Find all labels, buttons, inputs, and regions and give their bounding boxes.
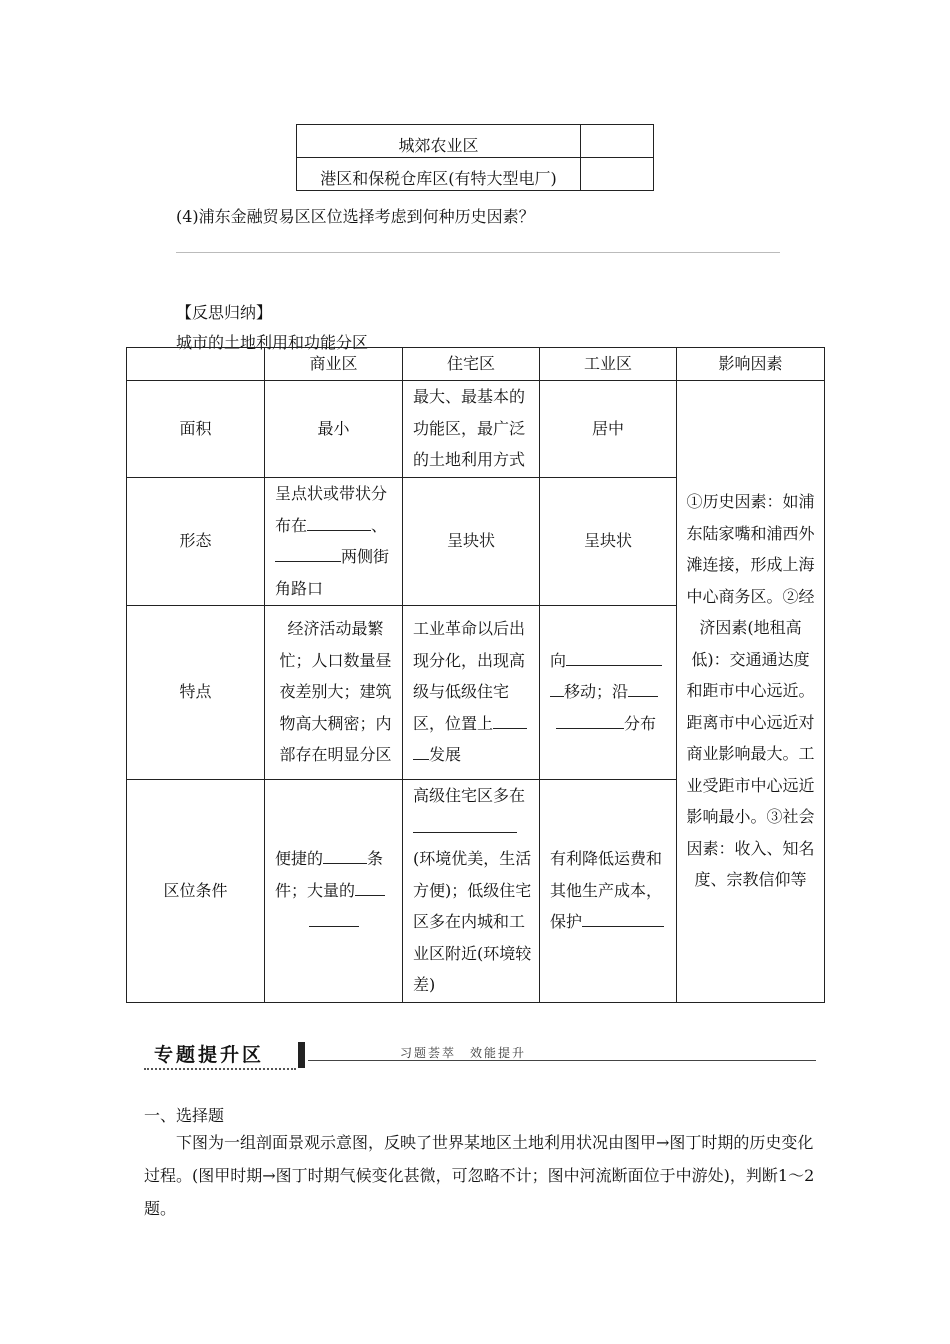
- table-row: [127, 380, 825, 477]
- urban-zoning-table: [126, 347, 825, 1003]
- row-label: 港区和保税仓库区(有特大型电厂): [297, 158, 581, 191]
- cell-residential-features: [403, 605, 540, 779]
- text: 移动；沿: [564, 682, 629, 702]
- cell-commercial-area: 最小: [265, 380, 403, 477]
- cell-residential-location: [403, 779, 540, 1002]
- fill-blank[interactable]: [493, 710, 527, 729]
- text: 发展: [429, 745, 462, 765]
- banner-rule: [308, 1060, 816, 1061]
- fill-blank[interactable]: [323, 845, 367, 864]
- fill-blank[interactable]: [550, 678, 564, 697]
- question-4: (4)浦东金融贸易区区位选择考虑到何种历史因素？: [176, 207, 535, 226]
- section-banner: [144, 1040, 816, 1072]
- fill-blank[interactable]: [275, 543, 341, 562]
- cell-commercial-location: [265, 779, 403, 1002]
- table-row: [297, 158, 654, 191]
- banner-dotted-underline: [144, 1068, 296, 1070]
- cell-residential-area: 最大、最基本的功能区，最广泛的土地利用方式: [403, 380, 540, 477]
- cell-influencing-factors: ①历史因素：如浦东陆家嘴和浦西外滩连接，形成上海中心商务区。②经济因素(地租高低)：交通通达度和距市中心远近。距离市中心远近对商业影响最大。工业受距市中心远近影响最小。③社会因素：收入、知名度、宗教信仰等: [677, 380, 825, 1002]
- row-label-area: 面积: [127, 380, 265, 477]
- cell-industrial-features: [540, 605, 677, 779]
- row-label-features: 特点: [127, 605, 265, 779]
- banner-subtitle: 习题荟萃 效能提升: [400, 1046, 527, 1060]
- land-use-answer-table: [296, 124, 654, 191]
- text: 呈点状或带状分布在: [275, 484, 388, 535]
- row-label: 城郊农业区: [297, 125, 581, 158]
- fill-blank[interactable]: [309, 908, 359, 927]
- header-cell: 影响因素: [677, 348, 825, 381]
- header-cell: 住宅区: [403, 348, 540, 381]
- text: (环境优美，生活方便)；低级住宅区多在内城和工业区附近(环境较差): [413, 849, 532, 995]
- text: 向: [550, 650, 567, 670]
- fill-blank[interactable]: [413, 741, 429, 760]
- text: 分布: [624, 713, 657, 733]
- fill-blank[interactable]: [413, 814, 517, 833]
- text: 有利降低运费和其他生产成本，保护: [550, 849, 663, 932]
- banner-bar: [298, 1042, 305, 1068]
- banner-title: 专题提升区: [154, 1044, 265, 1066]
- cell-commercial-shape: [265, 477, 403, 605]
- header-row: [127, 348, 825, 381]
- fill-blank[interactable]: [566, 647, 662, 666]
- table-row: [297, 125, 654, 158]
- row-label-location: 区位条件: [127, 779, 265, 1002]
- text: 、: [371, 515, 388, 535]
- cell-residential-shape: 呈块状: [403, 477, 540, 605]
- answer-cell[interactable]: [581, 158, 654, 191]
- cell-commercial-features: 经济活动最繁忙；人口数量昼夜差别大；建筑物高大稠密；内部存在明显分区: [265, 605, 403, 779]
- text: 条件；大量的: [275, 849, 384, 900]
- text: 两侧街角路口: [275, 547, 390, 598]
- section-heading: 一、选择题: [144, 1106, 225, 1125]
- cell-industrial-shape: 呈块状: [540, 477, 677, 605]
- answer-cell[interactable]: [581, 125, 654, 158]
- question-intro: 下图为一组剖面景观示意图，反映了世界某地区土地利用状况由图甲→图丁时期的历史变化过程。(图甲时期→图丁时期气候变化甚微，可忽略不计；图中河流断面位于中游处)，判断1～2题。: [144, 1133, 815, 1218]
- fill-blank[interactable]: [355, 877, 385, 896]
- text: 高级住宅区多在: [413, 786, 526, 806]
- table-caption: 城市的土地利用和功能分区: [176, 333, 369, 352]
- cell-industrial-area: 居中: [540, 380, 677, 477]
- row-label-shape: 形态: [127, 477, 265, 605]
- header-cell: 商业区: [265, 348, 403, 381]
- text: 工业革命以后出现分化，出现高级与低级住宅区，位置上: [413, 619, 526, 733]
- header-cell: 工业区: [540, 348, 677, 381]
- fill-blank[interactable]: [582, 908, 664, 927]
- fill-blank[interactable]: [307, 512, 371, 531]
- answer-line[interactable]: [176, 252, 780, 253]
- reflection-heading: 【反思归纳】: [176, 303, 273, 322]
- fill-blank[interactable]: [556, 710, 624, 729]
- cell-industrial-location: [540, 779, 677, 1002]
- fill-blank[interactable]: [628, 678, 658, 697]
- header-cell: [127, 348, 265, 381]
- text: 便捷的: [275, 849, 324, 869]
